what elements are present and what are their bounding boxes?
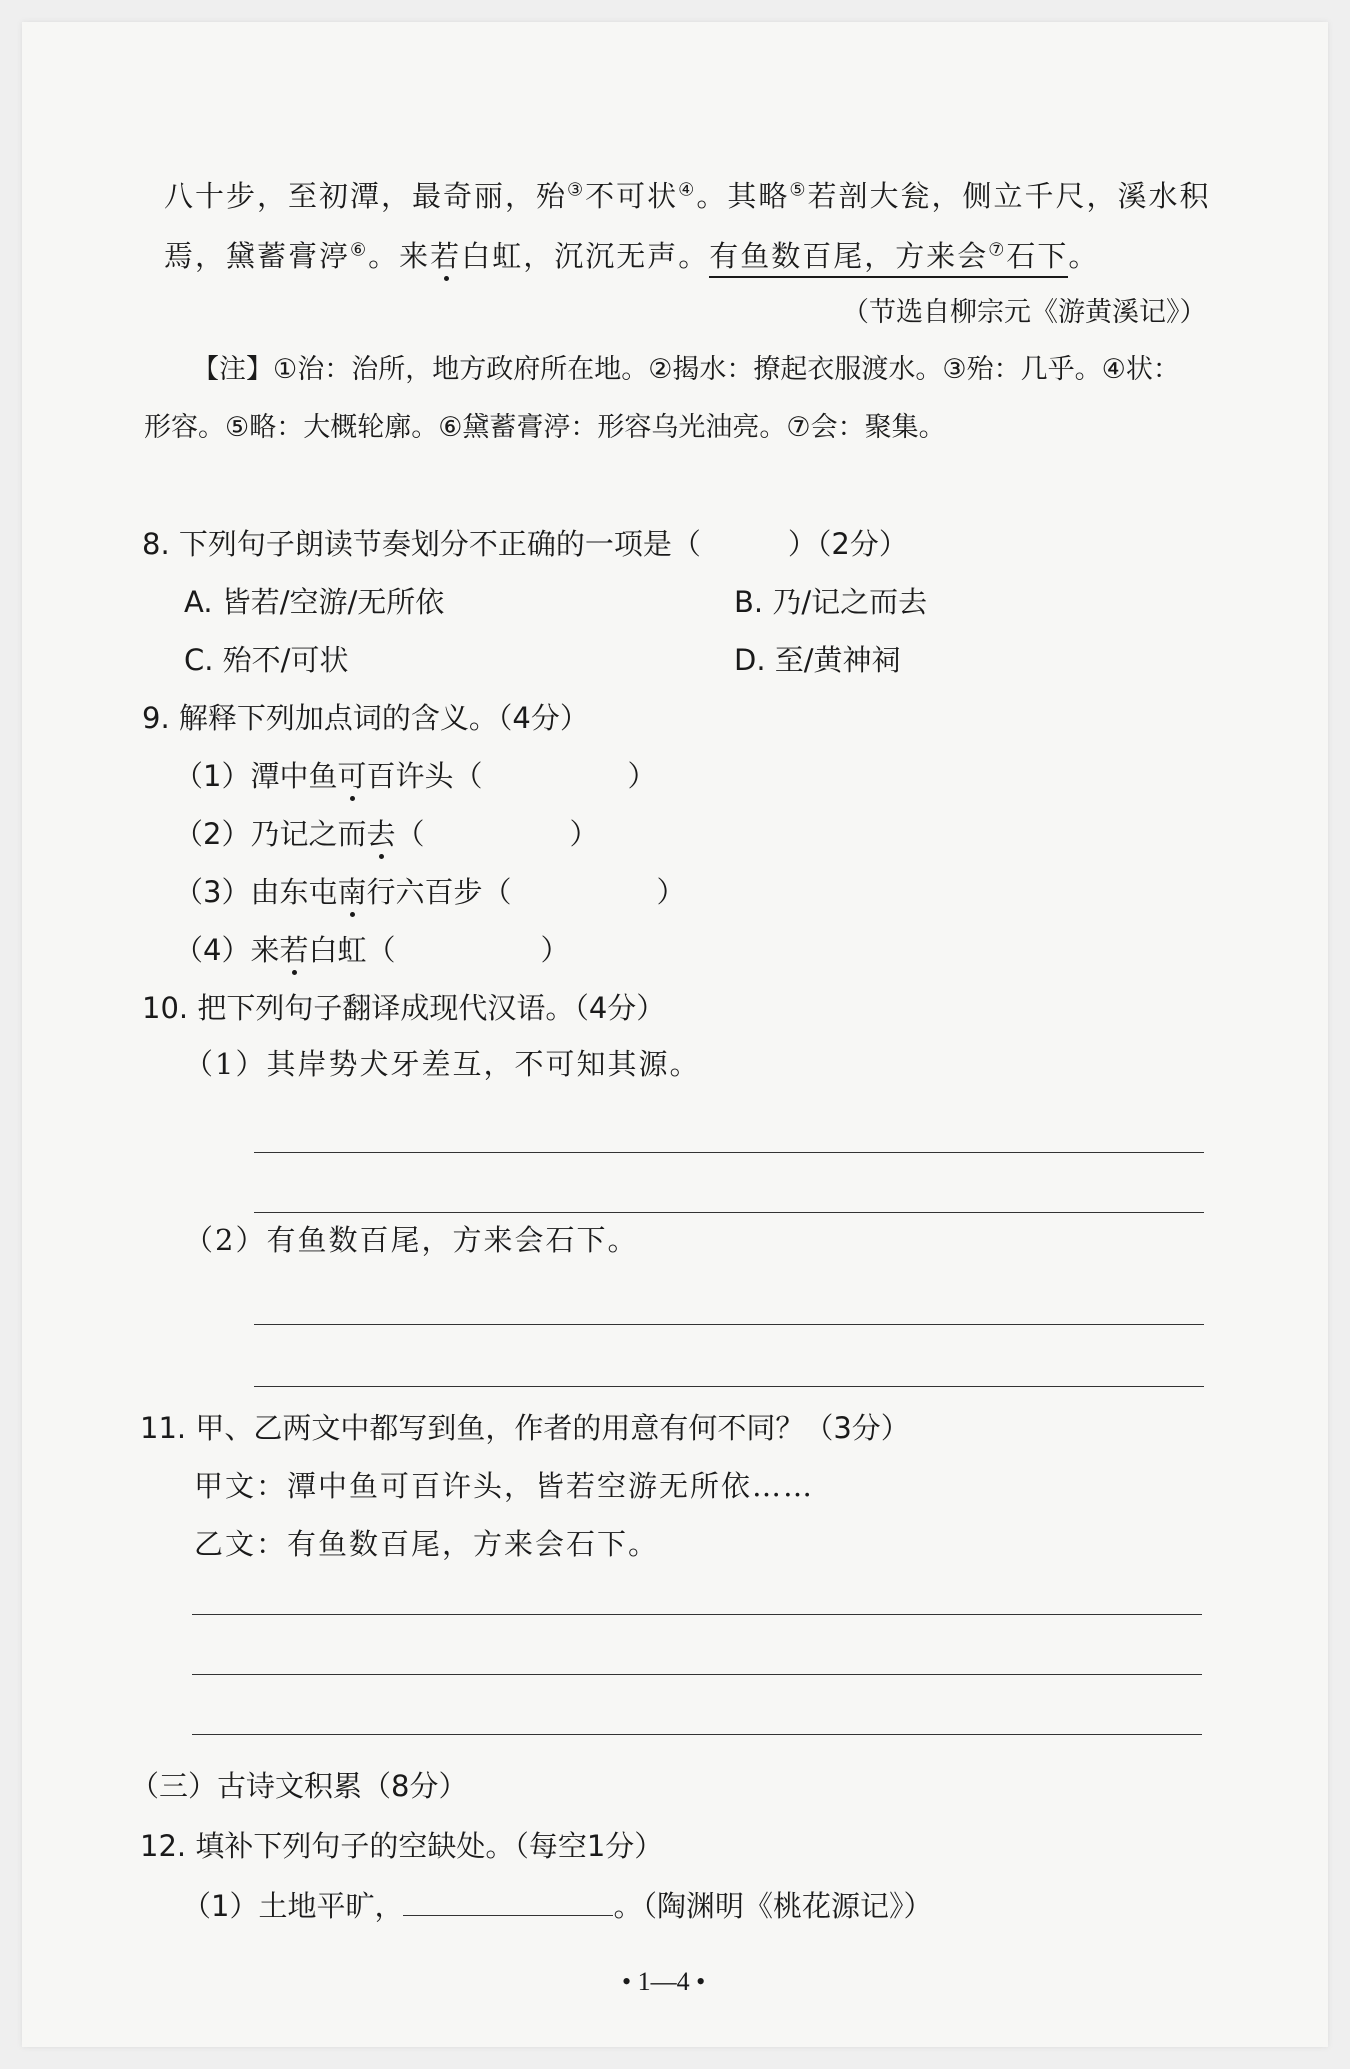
q11-yi: 乙文：有鱼数百尾，方来会石下。 [194, 1527, 660, 1561]
q10-sentence-1: （1）其岸势犬牙差互，不可知其源。 [184, 1047, 701, 1081]
q11-jia: 甲文：潭中鱼可百许头，皆若空游无所依…… [194, 1469, 815, 1503]
notes-line-2: 形容。⑤略：大概轮廓。⑥黛蓄膏渟：形容乌光油亮。⑦会：聚集。 [144, 412, 946, 443]
q8-stem: 8. 下列句子朗读节奏划分不正确的一项是（ ）（2分） [142, 527, 908, 561]
footnote-ref-6: ⑥ [350, 239, 369, 261]
q8-option-c: C. 殆不/可状 [184, 643, 349, 677]
q10-stem: 10. 把下列句子翻译成现代汉语。（4分） [142, 991, 666, 1025]
q8-option-b: B. 乃/记之而去 [734, 585, 928, 619]
page-number: • 1—4 • [622, 1967, 706, 1996]
footnote-ref-7: ⑦ [988, 239, 1007, 261]
q9-item-1: （1）潭中鱼可百许头（ ） [174, 759, 657, 793]
q11-stem: 11. 甲、乙两文中都写到鱼，作者的用意有何不同？（3分） [140, 1411, 910, 1445]
answer-line[interactable] [192, 1674, 1202, 1675]
q8-option-a: A. 皆若/空游/无所依 [184, 585, 445, 619]
footnote-ref-3: ③ [567, 179, 586, 201]
answer-line[interactable] [192, 1734, 1202, 1735]
q8-option-d: D. 至/黄神祠 [734, 643, 901, 677]
answer-line[interactable] [254, 1386, 1204, 1387]
passage-source: （节选自柳宗元《游黄溪记》） [842, 297, 1207, 328]
answer-line[interactable] [254, 1212, 1204, 1213]
answer-line[interactable] [192, 1614, 1202, 1615]
notes-line-1: 【注】①治：治所，地方政府所在地。②揭水：撩起衣服渡水。③殆：几乎。④状： [192, 354, 1180, 385]
dotted-char: 南 [337, 875, 367, 909]
footnote-ref-4: ④ [678, 179, 697, 201]
q9-stem: 9. 解释下列加点词的含义。（4分） [142, 701, 589, 735]
underlined-sentence: 有鱼数百尾，方来会⑦石下 [709, 239, 1068, 278]
answer-line[interactable] [254, 1152, 1204, 1153]
exam-page [22, 22, 1328, 2047]
q9-item-4: （4）来若白虹（ ） [174, 933, 570, 967]
section-3-title: （三）古诗文积累（8分） [130, 1769, 468, 1803]
dotted-char: 若 [430, 239, 462, 273]
dotted-char: 可 [337, 759, 367, 793]
passage-line-2: 焉，黛蓄膏渟⑥。来若白虹，沉沉无声。有鱼数百尾，方来会⑦石下。 [164, 234, 1099, 275]
passage-line-1: 八十步，至初潭，最奇丽，殆③不可状④。其略⑤若剖大瓮，侧立千尺，溪水积 [164, 179, 1211, 213]
q12-stem: 12. 填补下列句子的空缺处。（每空1分） [140, 1829, 664, 1863]
q10-sentence-2: （2）有鱼数百尾，方来会石下。 [184, 1223, 639, 1257]
q9-item-3: （3）由东屯南行六百步（ ） [174, 875, 686, 909]
footnote-ref-5: ⑤ [789, 179, 808, 201]
q12-item-1: （1）土地平旷， 。（陶渊明《桃花源记》） [182, 1889, 933, 1923]
fill-blank[interactable] [403, 1889, 613, 1916]
q9-item-2: （2）乃记之而去（ ） [174, 817, 599, 851]
dotted-char: 若 [279, 933, 309, 967]
answer-line[interactable] [254, 1324, 1204, 1325]
dotted-char: 去 [366, 817, 396, 851]
